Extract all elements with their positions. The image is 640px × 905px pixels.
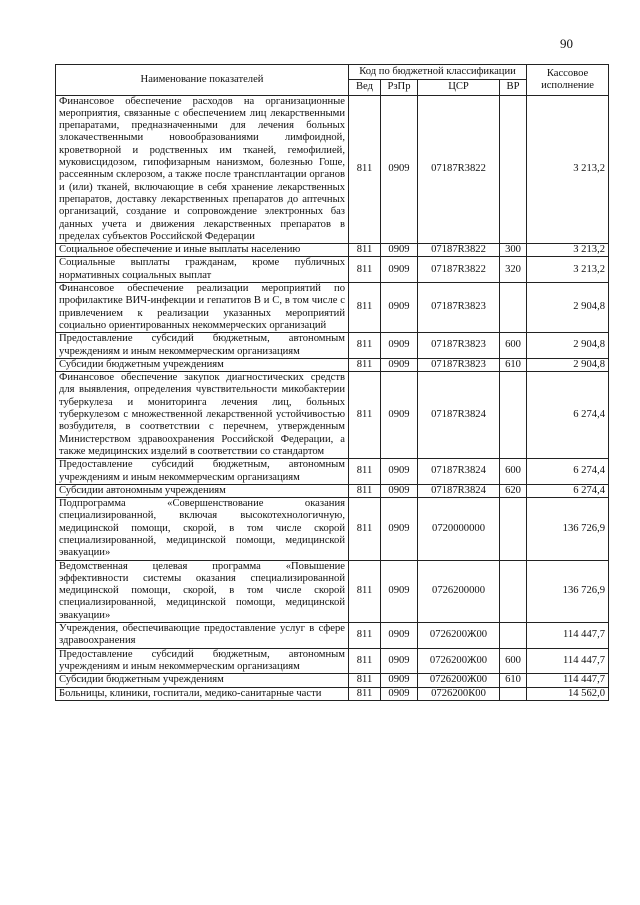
cell-rzpr: 0909 <box>381 560 418 622</box>
cell-ved: 811 <box>349 95 381 244</box>
table-body <box>56 95 609 700</box>
table-row <box>56 648 609 674</box>
header-rzpr: РзПр <box>381 80 418 95</box>
cell-rzpr: 0909 <box>381 623 418 649</box>
table-row <box>56 283 609 333</box>
table-row <box>56 358 609 371</box>
cell-name: Предоставление субсидий бюджетным, автономным учреждениям и иным некоммерческим организациям <box>56 648 349 674</box>
cell-vr: 600 <box>500 459 527 485</box>
cell-amount: 6 274,4 <box>527 484 609 497</box>
table-row <box>56 498 609 560</box>
cell-vr <box>500 372 527 459</box>
cell-amount: 136 726,9 <box>527 560 609 622</box>
table-row <box>56 244 609 257</box>
cell-ved: 811 <box>349 687 381 700</box>
cell-amount: 2 904,8 <box>527 333 609 359</box>
cell-rzpr: 0909 <box>381 687 418 700</box>
cell-amount: 114 447,7 <box>527 648 609 674</box>
header-name: Наименование показателей <box>56 65 349 96</box>
cell-ved: 811 <box>349 648 381 674</box>
budget-table <box>55 64 609 701</box>
cell-rzpr: 0909 <box>381 484 418 497</box>
table-row <box>56 623 609 649</box>
cell-name: Предоставление субсидий бюджетным, автономным учреждениям и иным некоммерческим организациям <box>56 459 349 485</box>
cell-csr: 0720000000 <box>418 498 500 560</box>
cell-ved: 811 <box>349 283 381 333</box>
cell-amount: 114 447,7 <box>527 623 609 649</box>
cell-ved: 811 <box>349 358 381 371</box>
table-row <box>56 484 609 497</box>
cell-ved: 811 <box>349 333 381 359</box>
cell-vr: 320 <box>500 257 527 283</box>
cell-vr: 610 <box>500 674 527 687</box>
cell-csr: 0726200Ж00 <box>418 674 500 687</box>
cell-vr: 300 <box>500 244 527 257</box>
cell-amount: 3 213,2 <box>527 244 609 257</box>
cell-name: Ведомственная целевая программа «Повышение эффективности системы оказания специализированной медицинской помощи, скорой, в том числе скорой специализированной, медицинской помощи, медицинской эвакуации» <box>56 560 349 622</box>
cell-ved: 811 <box>349 623 381 649</box>
cell-vr: 600 <box>500 648 527 674</box>
cell-ved: 811 <box>349 372 381 459</box>
cell-vr <box>500 498 527 560</box>
cell-ved: 811 <box>349 498 381 560</box>
cell-csr: 07187R3823 <box>418 333 500 359</box>
page-number: 90 <box>560 36 573 51</box>
cell-rzpr: 0909 <box>381 333 418 359</box>
cell-amount: 2 904,8 <box>527 358 609 371</box>
cell-amount: 2 904,8 <box>527 283 609 333</box>
cell-csr: 07187R3824 <box>418 484 500 497</box>
cell-ved: 811 <box>349 244 381 257</box>
cell-name: Социальные выплаты гражданам, кроме публичных нормативных социальных выплат <box>56 257 349 283</box>
cell-name: Субсидии автономным учреждениям <box>56 484 349 497</box>
cell-rzpr: 0909 <box>381 95 418 244</box>
cell-ved: 811 <box>349 484 381 497</box>
cell-name: Финансовое обеспечение реализации мероприятий по профилактике ВИЧ-инфекции и гепатитов В и С, в том числе с привлечением к реализации указанных мероприятий социально ориентированных некоммерческих организаций <box>56 283 349 333</box>
cell-name: Предоставление субсидий бюджетным, автономным учреждениям и иным некоммерческим организациям <box>56 333 349 359</box>
cell-vr <box>500 560 527 622</box>
header-ved: Вед <box>349 80 381 95</box>
cell-amount: 3 213,2 <box>527 95 609 244</box>
cell-vr: 620 <box>500 484 527 497</box>
cell-csr: 07187R3823 <box>418 358 500 371</box>
cell-vr <box>500 283 527 333</box>
cell-csr: 07187R3822 <box>418 244 500 257</box>
cell-amount: 6 274,4 <box>527 459 609 485</box>
cell-ved: 811 <box>349 459 381 485</box>
table-row <box>56 459 609 485</box>
cell-csr: 07187R3824 <box>418 372 500 459</box>
table-row <box>56 372 609 459</box>
cell-csr: 0726200К00 <box>418 687 500 700</box>
cell-vr <box>500 687 527 700</box>
cell-rzpr: 0909 <box>381 257 418 283</box>
cell-name: Учреждения, обеспечивающие предоставление услуг в сфере здравоохранения <box>56 623 349 649</box>
header-csr: ЦСР <box>418 80 500 95</box>
cell-rzpr: 0909 <box>381 459 418 485</box>
table-row <box>56 687 609 700</box>
table-row <box>56 333 609 359</box>
cell-csr: 07187R3822 <box>418 257 500 283</box>
cell-amount: 14 562,0 <box>527 687 609 700</box>
cell-name: Подпрограмма «Совершенствование оказания специализированной, включая высокотехнологичную, медицинской помощи, скорой, в том числе скорой специализированной, медицинской помощи, медицинской эвакуации» <box>56 498 349 560</box>
cell-name: Финансовое обеспечение закупок диагностических средств для выявления, определения чувствительности микобактерии туберкулеза и мониторинга лечения лиц, больных туберкулезом с множественной лекарственной устойчивостью возбудителя, в соответствии с перечнем, утвержденным Министерством здравоохранения Российской Федерации, а также медицинских изделий в соответствии со стандартом <box>56 372 349 459</box>
cell-name: Социальное обеспечение и иные выплаты населению <box>56 244 349 257</box>
header-amount: Кассовое исполнение <box>527 65 609 96</box>
cell-name: Субсидии бюджетным учреждениям <box>56 358 349 371</box>
cell-csr: 07187R3824 <box>418 459 500 485</box>
table-row <box>56 95 609 244</box>
cell-name: Субсидии бюджетным учреждениям <box>56 674 349 687</box>
cell-rzpr: 0909 <box>381 674 418 687</box>
cell-amount: 3 213,2 <box>527 257 609 283</box>
cell-csr: 0726200Ж00 <box>418 648 500 674</box>
table-row <box>56 257 609 283</box>
cell-name: Финансовое обеспечение расходов на организационные мероприятия, связанные с обеспечением лиц лекарственными препаратами, предназначенными для лечения больных злокачественными новообразованиями лимфоидной, кроветворной и родственных им тканей, гемофилией, муковисцидозом, гипофизарным нанизмом, болезнью Гоше, рассеянным склерозом, а также после трансплантации органов и (или) тканей, включающие в себя хранение лекарственных препаратов, доставку лекарственных препаратов до аптечных организаций, создание и сопровождение электронных баз данных учета и движения лекарственных препаратов в пределах субъектов Российской Федерации <box>56 95 349 244</box>
cell-rzpr: 0909 <box>381 648 418 674</box>
cell-csr: 07187R3823 <box>418 283 500 333</box>
cell-rzpr: 0909 <box>381 244 418 257</box>
header-row <box>56 65 609 80</box>
cell-amount: 136 726,9 <box>527 498 609 560</box>
cell-ved: 811 <box>349 257 381 283</box>
cell-amount: 114 447,7 <box>527 674 609 687</box>
cell-vr <box>500 623 527 649</box>
cell-amount: 6 274,4 <box>527 372 609 459</box>
cell-csr: 07187R3822 <box>418 95 500 244</box>
table-row <box>56 560 609 622</box>
cell-vr: 600 <box>500 333 527 359</box>
cell-vr <box>500 95 527 244</box>
cell-rzpr: 0909 <box>381 372 418 459</box>
cell-vr: 610 <box>500 358 527 371</box>
header-vr: ВР <box>500 80 527 95</box>
cell-rzpr: 0909 <box>381 283 418 333</box>
cell-csr: 0726200000 <box>418 560 500 622</box>
cell-ved: 811 <box>349 560 381 622</box>
cell-csr: 0726200Ж00 <box>418 623 500 649</box>
cell-rzpr: 0909 <box>381 498 418 560</box>
header-code-group: Код по бюджетной классификации <box>349 65 527 80</box>
cell-rzpr: 0909 <box>381 358 418 371</box>
cell-name: Больницы, клиники, госпитали, медико-санитарные части <box>56 687 349 700</box>
cell-ved: 811 <box>349 674 381 687</box>
table-row <box>56 674 609 687</box>
